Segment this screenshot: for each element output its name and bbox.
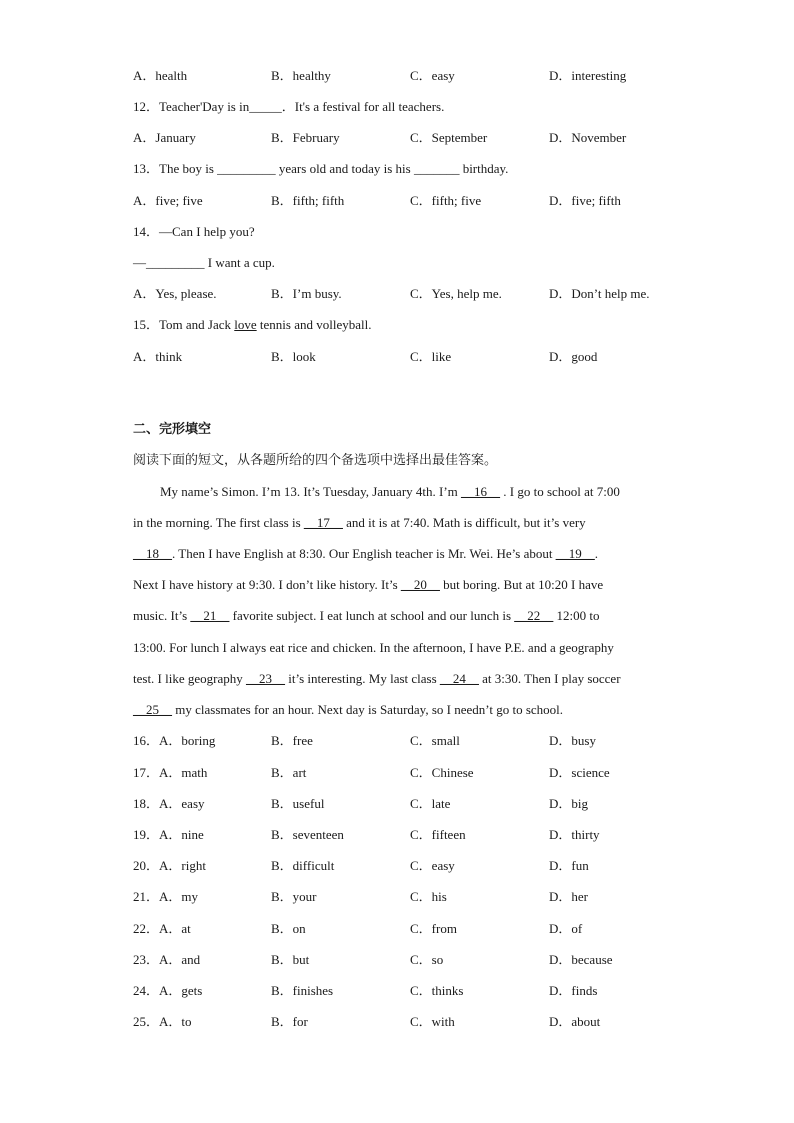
blank-20: __20__	[400, 577, 440, 592]
cloze-25-option-b: B．for	[271, 1014, 308, 1029]
cloze-question-21	[133, 887, 673, 907]
question-number: 20．A．right	[133, 858, 206, 873]
passage-line-5	[133, 606, 663, 626]
q13-blank-1: _________	[217, 161, 276, 176]
question-number: 25．A．to	[133, 1014, 192, 1029]
cloze-17-option-b: B．art	[271, 765, 307, 780]
q12-blank: _____	[249, 99, 282, 114]
q13-option-b: B．fifth; fifth	[271, 193, 345, 208]
question-number: 17．A．math	[133, 765, 208, 780]
q13-option-c: C．fifth; five	[410, 193, 482, 208]
cloze-22-option-b: B．on	[271, 921, 306, 936]
passage-text: 12:00 to	[553, 608, 600, 623]
q15-option-a: A．think	[133, 349, 183, 364]
blank-24: __24__	[439, 671, 479, 686]
q11-option-c: C．easy	[410, 68, 455, 83]
cloze-18-option-c: C．late	[410, 796, 451, 811]
cloze-21-option-a: A．my	[159, 889, 199, 904]
passage-text: at 3:30. Then I play soccer	[478, 671, 621, 686]
cloze-16-option-a: A．boring	[159, 733, 216, 748]
q12-options	[133, 128, 673, 148]
cloze-16-option-d: D．busy	[549, 733, 596, 748]
cloze-21-option-c: C．his	[410, 889, 447, 904]
cloze-question-25	[133, 1012, 673, 1032]
question-number: 16．A．boring	[133, 733, 216, 748]
blank-16: __16__	[461, 484, 501, 499]
q15-underlined-word: love	[234, 317, 257, 332]
passage-text: favorite subject. I eat lunch at school and our lunch is	[229, 608, 515, 623]
blank-17: __17__	[303, 515, 343, 530]
passage-text: . I go to school at 7:00	[500, 484, 620, 499]
section-title-cloze: 二、完形填空	[133, 422, 212, 437]
passage-line-3	[133, 544, 663, 564]
cloze-20-option-c: C．easy	[410, 858, 455, 873]
cloze-17-option-a: A．math	[159, 765, 208, 780]
cloze-24-option-d: D．finds	[549, 983, 598, 998]
cloze-question-24	[133, 981, 673, 1001]
q12-stem-after: ．It's a festival for all teachers.	[281, 99, 445, 114]
q14-options	[133, 284, 673, 304]
q11-options	[133, 66, 673, 86]
cloze-24-option-b: B．finishes	[271, 983, 334, 998]
cloze-22-option-a: A．at	[159, 921, 191, 936]
q13-blank-2: _______	[413, 161, 460, 176]
q14-option-d: D．Don’t help me.	[549, 286, 650, 301]
cloze-24-option-a: A．gets	[159, 983, 203, 998]
blank-25: __25__	[133, 702, 172, 717]
cloze-19-option-a: A．nine	[159, 827, 204, 842]
blank-21: __21__	[190, 608, 230, 623]
blank-22: __22__	[514, 608, 554, 623]
passage-text: and it is at 7:40. Math is difficult, but it’s very	[342, 515, 586, 530]
passage-text: in the morning. The first class is	[133, 515, 304, 530]
q13-stem	[133, 159, 508, 179]
cloze-18-option-d: D．big	[549, 796, 589, 811]
section-instruction: 阅读下面的短文，从各题所给的四个备选项中选择出最佳答案。	[133, 453, 498, 468]
q13-stem-c: birthday.	[459, 161, 509, 176]
cloze-18-option-b: B．useful	[271, 796, 325, 811]
q12-option-b: B．February	[271, 130, 340, 145]
cloze-17-option-d: D．science	[549, 765, 610, 780]
q14-dash: —	[133, 255, 146, 270]
q14-option-c: C．Yes, help me.	[410, 286, 502, 301]
q15-stem-before: 15．Tom and Jack	[133, 317, 235, 332]
q13-option-a: A．five; five	[133, 193, 203, 208]
cloze-19-option-c: C．fifteen	[410, 827, 466, 842]
cloze-18-option-a: A．easy	[159, 796, 205, 811]
q15-stem	[133, 315, 371, 335]
cloze-question-17	[133, 763, 673, 783]
q13-option-d: D．five; fifth	[549, 193, 621, 208]
question-number: 23．A．and	[133, 952, 201, 967]
passage-text: Next I have history at 9:30. I don’t like history. It’s	[133, 577, 401, 592]
passage-text: My name’s Simon. I’m 13. It’s Tuesday, January 4th. I’m	[160, 484, 462, 499]
question-number: 18．A．easy	[133, 796, 205, 811]
cloze-question-20	[133, 856, 673, 876]
q15-stem-after: tennis and volleyball.	[256, 317, 372, 332]
q14-rest: I want a cup.	[204, 255, 275, 270]
passage-text: . Then I have English at 8:30. Our English teacher is Mr. Wei. He’s about	[172, 546, 556, 561]
q12-option-a: A．January	[133, 130, 196, 145]
q14-stem-line2	[133, 253, 275, 273]
blank-18: __18__	[133, 546, 172, 561]
q14-blank: _________	[146, 255, 205, 270]
cloze-question-22	[133, 919, 673, 939]
q12-stem	[133, 97, 444, 117]
question-number: 19．A．nine	[133, 827, 204, 842]
passage-text: test. I like geography	[133, 671, 246, 686]
q15-options	[133, 347, 673, 367]
passage-text: .	[594, 546, 598, 561]
cloze-17-option-c: C．Chinese	[410, 765, 474, 780]
passage-line-6: 13:00. For lunch I always eat rice and chicken. In the afternoon, I have P.E. and a geography	[133, 640, 614, 655]
q13-stem-a: 13．The boy is	[133, 161, 218, 176]
question-number: 22．A．at	[133, 921, 191, 936]
cloze-question-16	[133, 731, 673, 751]
passage-line-2	[133, 513, 663, 533]
cloze-question-19	[133, 825, 673, 845]
q15-option-c: C．like	[410, 349, 452, 364]
q12-option-d: D．November	[549, 130, 627, 145]
cloze-question-23	[133, 950, 673, 970]
q15-option-b: B．look	[271, 349, 316, 364]
q11-option-d: D．interesting	[549, 68, 627, 83]
passage-line-8	[133, 700, 663, 720]
cloze-23-option-b: B．but	[271, 952, 310, 967]
cloze-20-option-b: B．difficult	[271, 858, 335, 873]
cloze-25-option-a: A．to	[159, 1014, 192, 1029]
cloze-22-option-d: D．of	[549, 921, 583, 936]
passage-line-1	[160, 482, 663, 502]
question-number: 21．A．my	[133, 889, 199, 904]
passage-line-7	[133, 669, 663, 689]
q11-option-b: B．healthy	[271, 68, 331, 83]
cloze-question-18	[133, 794, 673, 814]
blank-19: __19__	[555, 546, 595, 561]
q13-options	[133, 191, 673, 211]
passage-text: music. It’s	[133, 608, 191, 623]
cloze-23-option-d: D．because	[549, 952, 613, 967]
q15-option-d: D．good	[549, 349, 598, 364]
cloze-25-option-d: D．about	[549, 1014, 601, 1029]
passage-text: it’s interesting. My last class	[285, 671, 440, 686]
cloze-16-option-c: C．small	[410, 733, 460, 748]
q13-stem-b: years old and today is his	[275, 161, 414, 176]
passage-text: but boring. But at 10:20 I have	[439, 577, 604, 592]
question-number: 24．A．gets	[133, 983, 203, 998]
q14-stem-line1: 14．—Can I help you?	[133, 224, 255, 239]
cloze-25-option-c: C．with	[410, 1014, 455, 1029]
q14-option-a: A．Yes, please.	[133, 286, 217, 301]
cloze-22-option-c: C．from	[410, 921, 457, 936]
q12-stem-before: 12．Teacher'Day is in	[133, 99, 250, 114]
cloze-24-option-c: C．thinks	[410, 983, 464, 998]
q12-option-c: C．September	[410, 130, 488, 145]
cloze-23-option-c: C．so	[410, 952, 444, 967]
cloze-21-option-d: D．her	[549, 889, 588, 904]
cloze-19-option-b: B．seventeen	[271, 827, 344, 842]
cloze-20-option-a: A．right	[159, 858, 206, 873]
q11-option-a: A．health	[133, 68, 188, 83]
cloze-16-option-b: B．free	[271, 733, 313, 748]
cloze-23-option-a: A．and	[159, 952, 201, 967]
blank-23: __23__	[246, 671, 285, 686]
cloze-19-option-d: D．thirty	[549, 827, 600, 842]
cloze-21-option-b: B．your	[271, 889, 317, 904]
passage-line-4	[133, 575, 663, 595]
passage-text: my classmates for an hour. Next day is Saturday, so I needn’t go to school.	[172, 702, 564, 717]
cloze-20-option-d: D．fun	[549, 858, 589, 873]
q14-option-b: B．I’m busy.	[271, 286, 342, 301]
